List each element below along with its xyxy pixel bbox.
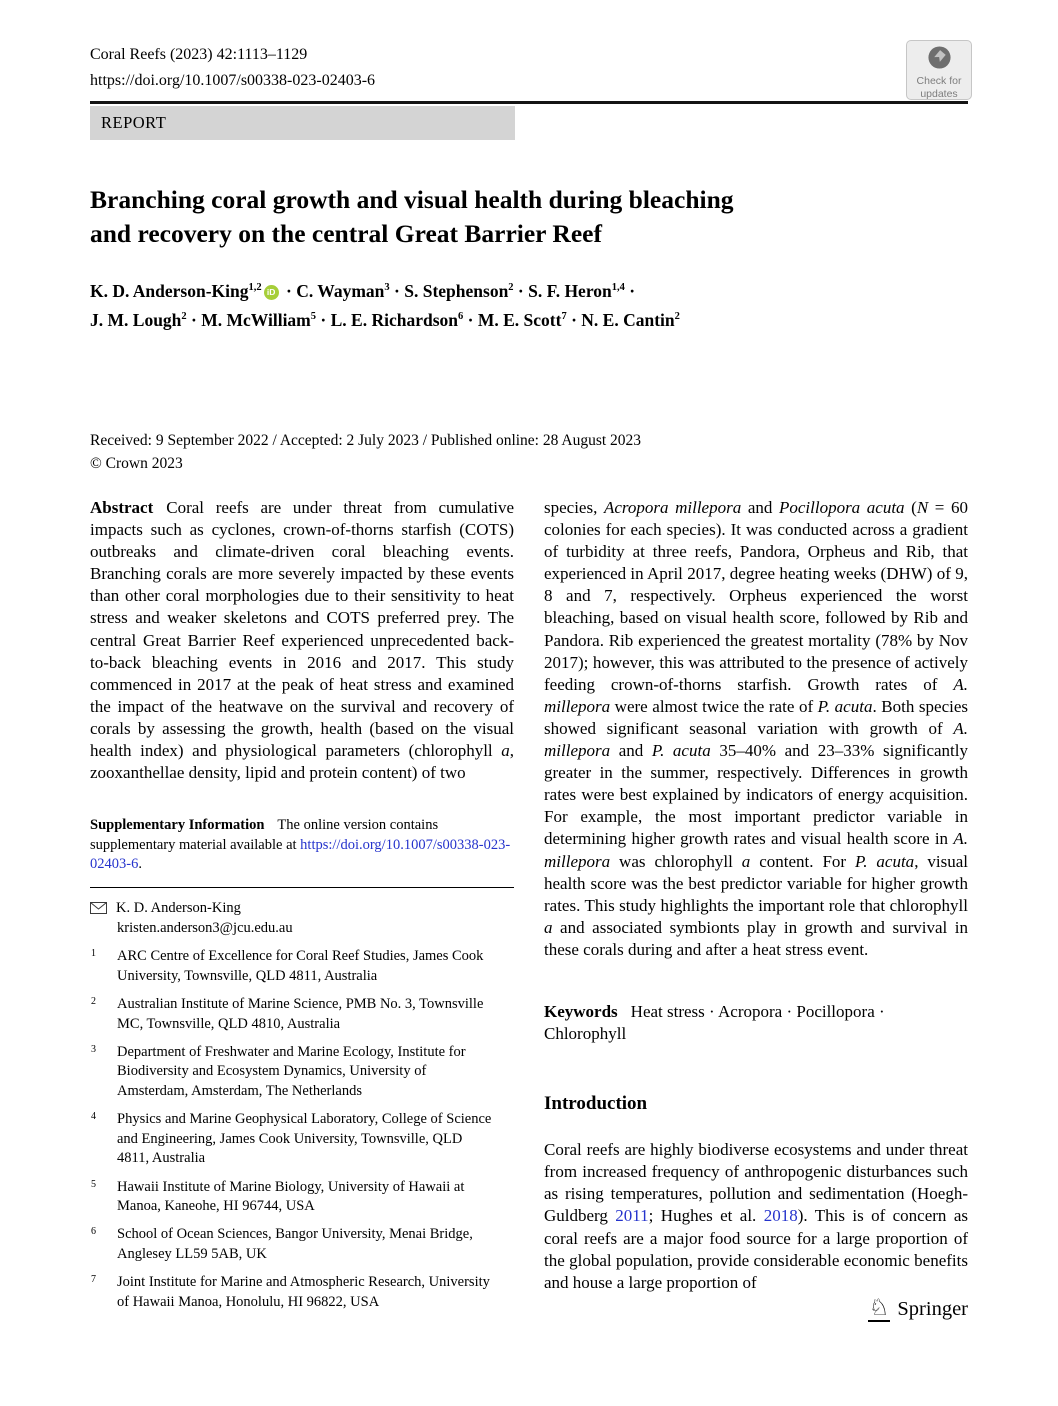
affiliation-text: Joint Institute for Marine and Atmospheric Research, University of Hawaii Manoa, Honolulu, HI 96822, USA: [117, 1274, 490, 1310]
check-for-updates-badge[interactable]: [906, 40, 972, 100]
footnote-divider: [90, 887, 514, 888]
affiliation-6: [90, 1225, 514, 1264]
affiliation-number: 6: [91, 1226, 96, 1238]
right-column: [544, 497, 968, 1294]
inline-link[interactable]: 2011: [615, 1206, 649, 1226]
corresponding-author-email[interactable]: kristen.anderson3@jcu.edu.au: [117, 919, 293, 936]
inline-link[interactable]: https://doi.org/10.1007/s00338-023-02403-6: [90, 836, 511, 873]
affiliation-text: Australian Institute of Marine Science, PMB No. 3, Townsville MC, Townsville, QLD 4810, Australia: [117, 996, 484, 1032]
affiliation-1: [90, 947, 514, 986]
author-list: K. D. Anderson-King$^{1,2}$ iD · C. Wayman$^3$ · S. Stephenson$^2$ · S. F. Heron$^{1,4}$ · J. M. Lough$^2$ · M. McWilliam$^5$ · L. E. Richardson$^6$ · M. E. Scott$^7$ · N. E. Cantin$^2$: [90, 281, 680, 331]
introduction-paragraph: Coral reefs are highly biodiverse ecosystems and under threat from increased frequency of anthropogenic disturbances such as rising temperatures, pollution and sedimentation (Hoegh-Guldberg 2011; Hughes et al. 2018). This is of concern as coral reefs are a major food source for a large proportion of the global population, provide considerable economic benefits and house a large proportion of: [544, 1140, 968, 1292]
affiliation-number: 2: [91, 996, 96, 1008]
title-line-2: and recovery on the central Great Barrier Reef: [90, 219, 602, 249]
abstract-paragraph-left: Abstract Coral reefs are under threat from cumulative impacts such as cyclones, crown-of-thorns starfish (COTS) outbreaks and climate-driven coral bleaching events. Branching corals are more severely impacted by these events than other coral morphologies due to their sensitivity to heat stress and weaker skeletons and COTS preferred prey. The central Great Barrier Reef experienced unprecedented back-to-back bleaching events in 2016 and 2017. This study commenced in 2017 at the peak of heat stress and examined the impact of the heatwave on the survival and recovery of corals by assessing the growth, health (based on the visual health index) and physiological parameters (chlorophyll a, zooxanthellae density, lipid and protein content) of two: [90, 498, 514, 783]
publisher-name: Springer: [897, 1297, 968, 1320]
springer-knight-icon: ♘: [868, 1295, 890, 1320]
correspondence: [90, 899, 514, 918]
affiliation-text: Department of Freshwater and Marine Ecology, Institute for Biodiversity and Ecosystem Dynamics, University of Amsterdam, Amsterdam, The Netherlands: [117, 1044, 466, 1099]
keywords: Keywords Heat stress · Acropora · Pocillopora · Chlorophyll: [544, 1001, 885, 1044]
affiliation-3: [90, 1043, 514, 1101]
left-column: [90, 497, 514, 1312]
corresponding-author-name: K. D. Anderson-King: [116, 900, 241, 917]
affiliation-2: [90, 995, 514, 1034]
journal-header: [90, 42, 375, 94]
check-updates-label-line2: updates: [920, 87, 958, 100]
page-title: [90, 183, 734, 251]
affiliation-text: School of Ocean Sciences, Bangor University, Menai Bridge, Anglesey LL59 5AB, UK: [117, 1226, 473, 1262]
affiliation-text: ARC Centre of Excellence for Coral Reef Studies, James Cook University, Townsville, QLD 4811, Australia: [117, 948, 484, 984]
crossmark-pin-icon: [907, 45, 971, 75]
orcid-icon[interactable]: iD: [264, 285, 279, 300]
springer-logo: [868, 1296, 968, 1322]
doi-text: https://doi.org/10.1007/s00338-023-02403-6: [90, 71, 376, 89]
affiliation-text: Physics and Marine Geophysical Laboratory, College of Science and Engineering, James Cook University, Townsville, QLD 4811, Australia: [117, 1111, 492, 1167]
inline-link[interactable]: 2018: [763, 1206, 798, 1226]
affiliation-5: [90, 1178, 514, 1217]
affiliation-text: Hawaii Institute of Marine Biology, University of Hawaii at Manoa, Kaneohe, HI 96744, USA: [117, 1178, 465, 1214]
affiliation-number: 4: [91, 1111, 96, 1123]
footnote-block: [90, 816, 514, 1312]
affiliation-7: [90, 1273, 514, 1312]
title-line-1: Branching coral growth and visual health during bleaching: [90, 185, 734, 214]
affiliation-number: 5: [91, 1178, 96, 1190]
article-history: [90, 429, 641, 476]
abstract-paragraph-right: species, Acropora millepora and Pocillopora acuta (N = 60 colonies for each species). It was conducted across a gradient of turbidity at three reefs, Pandora, Orpheus and Rib, that experienced in April 2017, degree heating weeks (DHW) of 9, 8 and 7, respectively. Orpheus experienced the worst bleaching, based on visual health score, followed by Rib and Pandora. Rib experienced the greatest mortality (78% by Nov 2017); however, this was attributed to the presence of actively feeding crown-of-thorns starfish. Growth rates of A. millepora were almost twice the rate of P. acuta. Both species showed significant seasonal variation with growth of A. millepora and P. acuta 35–40% and 23–33% significantly greater in the summer, respectively. Differences in growth rates were best explained by indicators of energy acquisition. For example, the most important predictor variable in determining higher growth rates and visual health score in A. millepora was chlorophyll a content. For P. acuta, visual health score was the best predictor variable for higher growth rates. This study highlights the important role that chlorophyll a and associated symbionts play in growth and survival in these corals during and after a heat stress event.: [544, 498, 968, 959]
affiliation-4: [90, 1110, 514, 1168]
section-type-label: REPORT: [90, 106, 515, 140]
check-updates-label-line1: Check for: [916, 75, 962, 87]
envelope-icon: [90, 902, 107, 914]
introduction-heading: Introduction: [544, 1093, 648, 1115]
header-divider: [90, 101, 968, 104]
affiliation-number: 1: [91, 948, 96, 960]
supplementary-information: Supplementary Information The online version contains supplementary material available at https://doi.org/10.1007/s00338-023-02403-6.: [90, 817, 511, 873]
journal-reference: Coral Reefs (2023) 42:1113–1129: [90, 46, 308, 63]
copyright-line: © Crown 2023: [90, 455, 183, 473]
received-accepted-line: Received: 9 September 2022 / Accepted: 2 July 2023 / Published online: 28 August 2023: [90, 432, 642, 449]
affiliation-number: 7: [91, 1274, 96, 1286]
affiliation-number: 3: [91, 1044, 96, 1056]
